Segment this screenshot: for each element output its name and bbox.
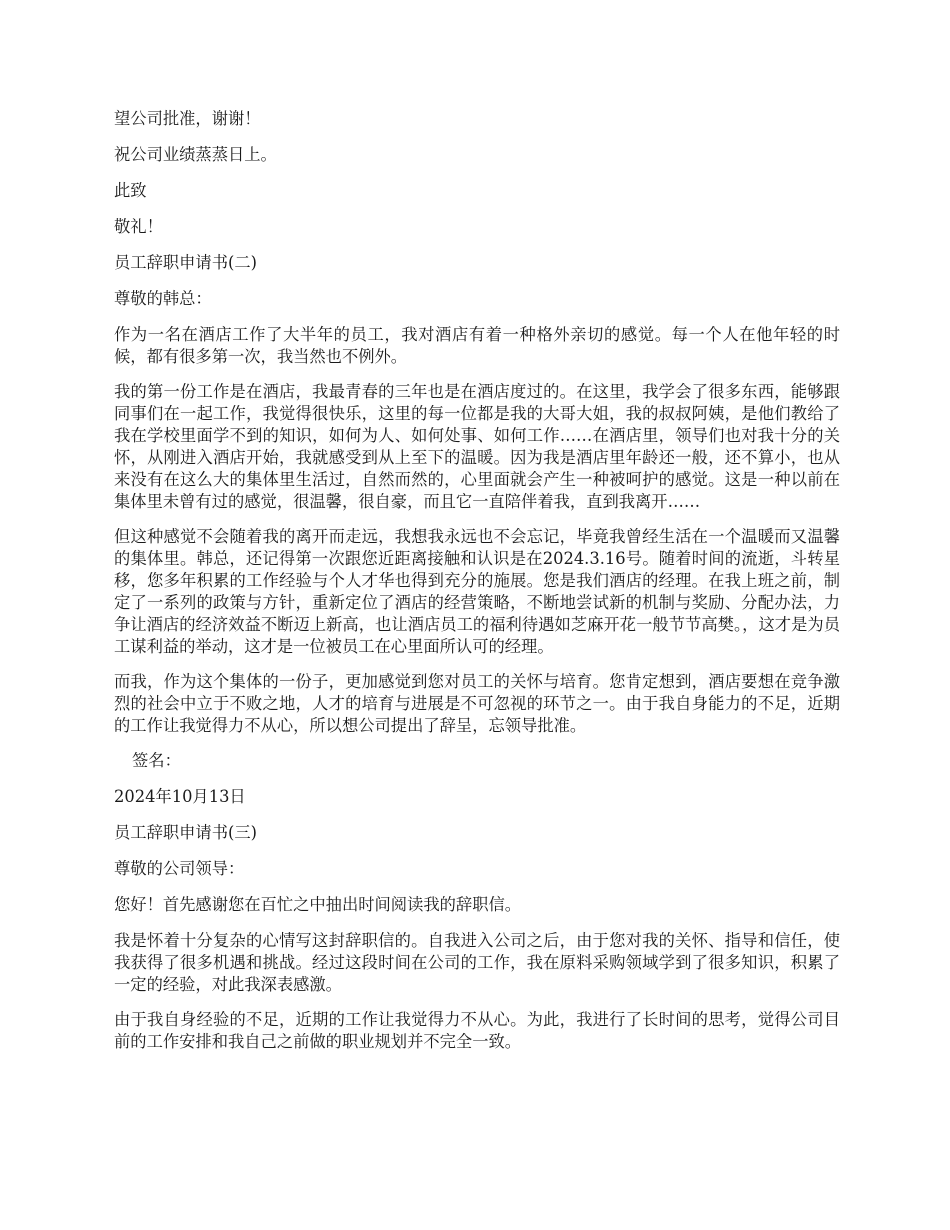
paragraph-wishes: 祝公司业绩蒸蒸日上。 [114,145,277,164]
paragraph-body-2-3: 但这种感觉不会随着我的离开而走远，我想我永远也不会忘记，毕竟我曾经生活在一个温暖而又温馨的集体里。韩总，还记得第一次跟您近距离接触和认识是在2024.3.16号。随着时间的流逝，斗转星移，您多年积累的工作经验与个人才华也得到充分的施展。您是我们酒店的经理。在我上班之前，制定了一系列的政策与方针，重新定位了酒店的经营策略，不断地尝试新的机制与奖励、分配办法，力争让酒店的经济效益不断迈上新高，也让酒店员工的福利待遇如芝麻开花一般节节高樊。，这才是为员工谋利益的举动，这才是一位被员工在心里面所认可的经理。 [114,527,840,656]
salutation-3: 尊敬的公司领导： [114,859,245,878]
paragraph-greeting-3: 您好！首先感谢您在百忙之中抽出时间阅读我的辞职信。 [114,895,522,914]
paragraph-body-2-2: 我的第一份工作是在酒店，我最青春的三年也是在酒店度过的。在这里，我学会了很多东西，能够跟同事们在一起工作，我觉得很快乐，这里的每一位都是我的大哥大姐，我的叔叔阿姨，是他们教给了我在学校里面学不到的知识，如何为人、如何处事、如何工作……在酒店里，领导们也对我十分的关怀，从刚进入酒店开始，我就感受到从上至下的温暖。因为我是酒店里年龄还一般，还不算小，也从来没有在这么大的集体里生活过，自然而然的，心里面就会产生一种被呵护的感觉。这是一种以前在集体里未曾有过的感觉，很温馨，很自豪，而且它一直陪伴着我，直到我离开…… [114,382,840,511]
paragraph-body-3-1: 我是怀着十分复杂的心情写这封辞职信的。自我进入公司之后，由于您对我的关怀、指导和信任，使我获得了很多机遇和挑战。经过这段时间在公司的工作，我在原料采购领域学到了很多知识，积累了一定的经验，对此我深表感激。 [114,931,840,994]
paragraph-approval-request: 望公司批准，谢谢！ [114,109,261,128]
section-title-2: 员工辞职申请书(二) [114,253,257,272]
paragraph-body-2-1: 作为一名在酒店工作了大半年的员工，我对酒店有着一种格外亲切的感觉。每一个人在他年轻的时候，都有很多第一次，我当然也不例外。 [114,325,840,366]
paragraph-body-2-4: 而我，作为这个集体的一份子，更加感觉到您对员工的关怀与培育。您肯定想到，酒店要想在竞争激烈的社会中立于不败之地，人才的培育与进展是不可忽视的环节之一。由于我自身能力的不足，近期的工作让我觉得力不从心，所以想公司提出了辞呈，忘领导批准。 [114,672,840,735]
salutation-2: 尊敬的韩总： [114,289,212,308]
section-title-3: 员工辞职申请书(三) [114,823,257,842]
paragraph-body-3-2: 由于我自身经验的不足，近期的工作让我觉得力不从心。为此，我进行了长时间的思考，觉得公司目前的工作安排和我自己之前做的职业规划并不完全一致。 [114,1010,840,1051]
signature-label: 签名： [132,751,181,770]
date-line: 2024年10月13日 [114,787,246,806]
document-body [114,108,840,1066]
paragraph-closing-1: 此致 [114,181,147,200]
paragraph-closing-2: 敬礼！ [114,217,163,236]
